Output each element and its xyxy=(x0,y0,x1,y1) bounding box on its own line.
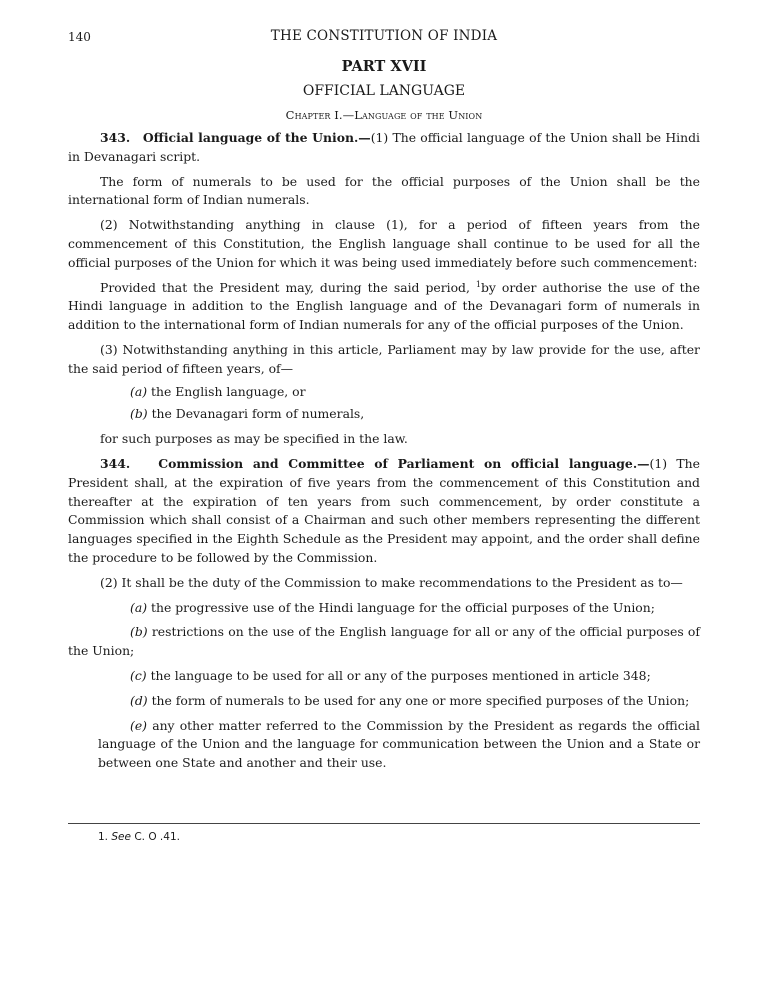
item-label: (b) xyxy=(130,406,148,422)
article-344-clause-2: (2) It shall be the duty of the Commission to make recommendations to the President as to— xyxy=(100,574,683,590)
article-343-proviso xyxy=(68,279,700,335)
item-label: (b) xyxy=(130,624,148,640)
list-item xyxy=(68,692,700,711)
item-label: (a) xyxy=(130,599,148,615)
clause-text: (1) The President shall, at the expiration of five years from the commencement of this Constitution and thereafter at the expiration of ten years from such commencement, by order constitute a Commission which shall consist of a Chairman and such other members representing the different languages specified in the Eighth Schedule as the President may appoint, and the order shall define the procedure to be followed by the Commission. xyxy=(68,455,700,565)
item-text: the progressive use of the Hindi language for the official purposes of the Union; xyxy=(151,599,655,615)
part-title: PART XVII xyxy=(341,58,427,75)
item-label: (e) xyxy=(130,717,148,733)
list-item xyxy=(68,405,700,424)
article-number: 344. xyxy=(100,455,131,471)
document-title: THE CONSTITUTION OF INDIA xyxy=(270,28,498,44)
footnote-divider xyxy=(68,823,700,824)
article-number: 343. xyxy=(100,130,131,145)
list-item xyxy=(68,599,700,618)
document-page xyxy=(68,26,700,773)
running-header xyxy=(68,26,700,48)
list-item xyxy=(68,667,700,686)
item-text: any other matter referred to the Commission by the President as regards the official language of the Union and the language for communication between the Union and a State or between one State and another and their use. xyxy=(98,717,700,771)
item-text: the form of numerals to be used for any one or more specified purposes of the Union; xyxy=(151,692,690,708)
article-343-trailing: for such purposes as may be specified in the law. xyxy=(100,431,408,447)
article-343-clause-1 xyxy=(68,129,700,167)
part-subtitle: OFFICIAL LANGUAGE xyxy=(302,83,466,99)
item-text: the language to be used for all or any of the purposes mentioned in article 348; xyxy=(150,667,651,683)
item-text: the Devanagari form of numerals, xyxy=(151,406,365,422)
footnote-marker[interactable]: 1 xyxy=(475,279,481,289)
article-343-numerals: The form of numerals to be used for the official purposes of the Union shall be the international form of Indian numerals. xyxy=(68,173,700,208)
proviso-start: Provided that the President may, during the said period, xyxy=(100,279,470,295)
article-343-clause-2: (2) Notwithstanding anything in clause (1), for a period of fifteen years from the commencement of this Constitution, the English language shall continue to be used for all the official purposes of the Union for which it was being used immediately before such commencement: xyxy=(68,217,700,270)
footnote-reference: C. O .41. xyxy=(134,831,180,843)
item-label: (a) xyxy=(130,383,148,399)
item-label: (d) xyxy=(130,692,148,708)
article-heading: Commission and Committee of Parliament on official language.— xyxy=(158,455,650,471)
page-number: 140 xyxy=(68,30,91,44)
article-344-clause-1 xyxy=(68,455,700,568)
list-item xyxy=(68,717,700,773)
item-text: restrictions on the use of the English language for all or any of the official purposes of the Union; xyxy=(68,624,700,659)
clause-text: (1) The official language of the Union shall be Hindi in Devanagari script. xyxy=(68,130,700,164)
footnote-number: 1. xyxy=(98,831,109,843)
footnote-see: See xyxy=(111,831,131,843)
item-label: (c) xyxy=(130,667,147,683)
item-text: the English language, or xyxy=(151,383,306,399)
article-heading: Official language of the Union.— xyxy=(142,130,371,145)
footnote xyxy=(98,831,180,843)
list-item xyxy=(68,623,700,661)
list-item xyxy=(68,383,700,402)
proviso-end: by order authorise the use of the Hindi language in addition to the English language and of the Devanagari form of numerals in addition to the international form of Indian numerals for any of the official purposes of the Union. xyxy=(68,279,700,333)
article-343-clause-3: (3) Notwithstanding anything in this article, Parliament may by law provide for the use, after the said period of fifteen years, of— xyxy=(68,341,700,376)
chapter-title: Chapter I.—Language of the Union xyxy=(285,108,483,122)
